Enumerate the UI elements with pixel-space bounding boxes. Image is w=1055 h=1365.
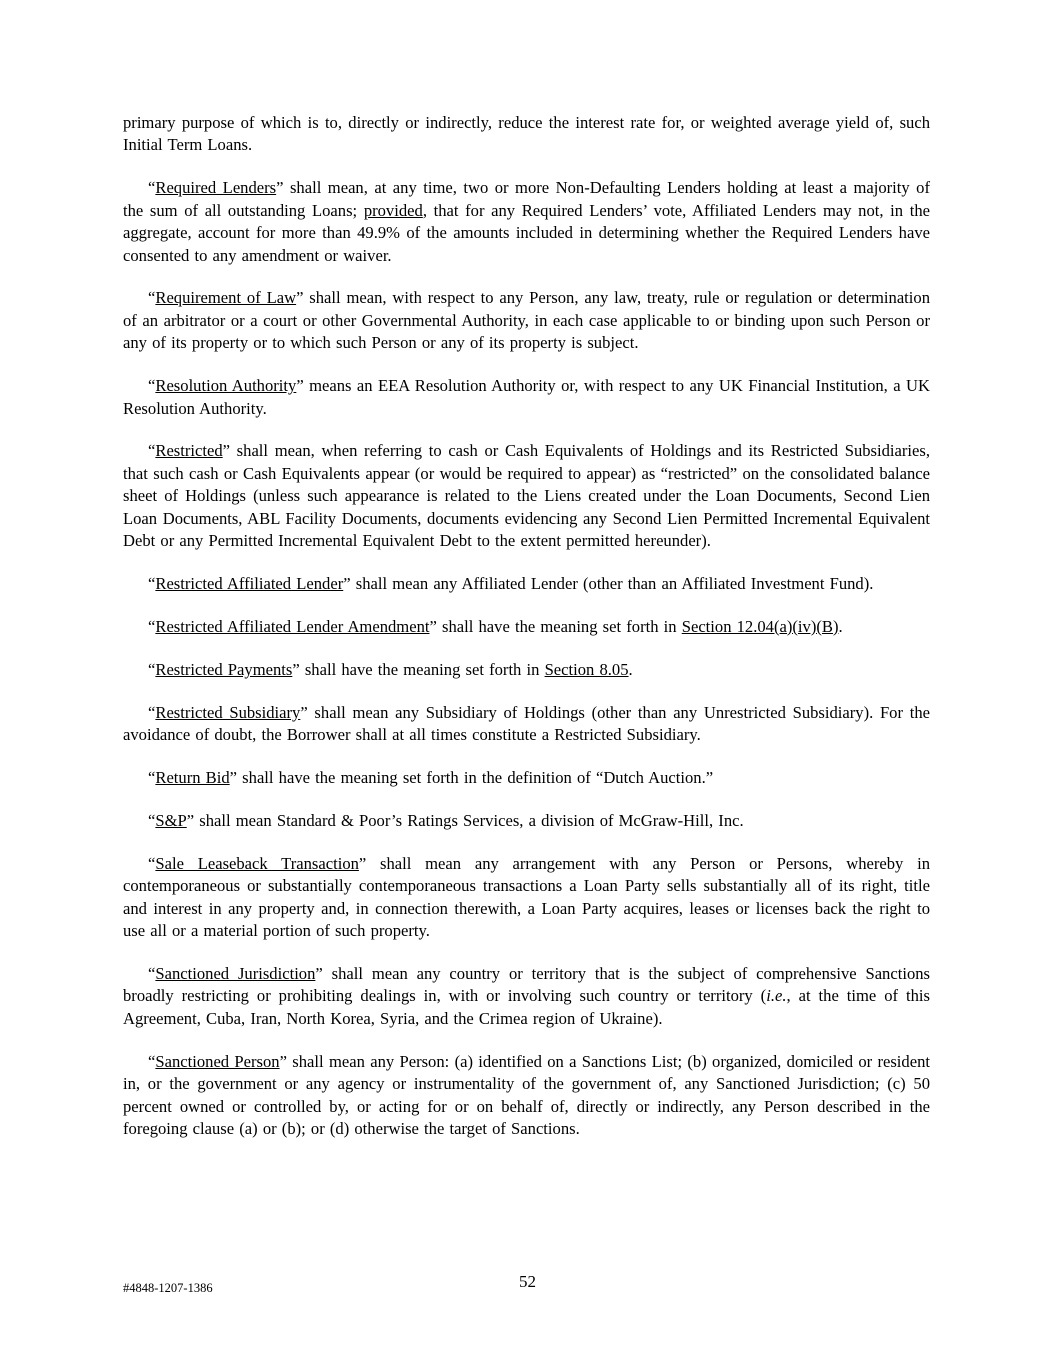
text-run: “ <box>148 659 156 679</box>
text-run: . <box>838 616 843 636</box>
document-body <box>123 112 930 1140</box>
text-run: , at the time of this Agreement, Cuba, Iran, North Korea, Syria, and the Crimea region of Ukraine). <box>123 986 930 1028</box>
defined-term: Section 8.05 <box>544 659 629 679</box>
defined-term: Sanctioned Jurisdiction <box>155 963 316 983</box>
text-run: . <box>628 659 633 679</box>
text-run: ” means an EEA Resolution Authority or, with respect to any UK Financial Institution, a UK Resolution Authority. <box>123 376 930 418</box>
text-run: ” shall mean any Person: (a) identified on a Sanctions List; (b) organized, domiciled or resident in, or the government or any agency or instrumentality of the government of, any Sanctioned Jurisdiction; (c) 50 percent owned or controlled by, or acting for or on behalf of, directly or indirectly, any Person described in the foregoing clause (a) or (b); or (d) otherwise the target of Sanctions. <box>123 1051 930 1138</box>
paragraph <box>123 573 930 595</box>
text-run: , that for any Required Lenders’ vote, Affiliated Lenders may not, in the aggregate, account for more than 49.9% of the amounts included in determining whether the Required Lenders have consented to any amendment or waiver. <box>123 200 930 265</box>
paragraph <box>123 1051 930 1141</box>
defined-term: Sale Leaseback Transaction <box>155 853 359 873</box>
paragraph <box>123 440 930 552</box>
defined-term: Resolution Authority <box>155 376 297 396</box>
text-run: ” shall mean any Subsidiary of Holdings (other than any Unrestricted Subsidiary). For the avoidance of doubt, the Borrower shall at all times constitute a Restricted Subsidiary. <box>123 702 930 745</box>
text-run: ” shall mean Standard & Poor’s Ratings Services, a division of McGraw-Hill, Inc. <box>186 810 744 830</box>
defined-term: Restricted Affiliated Lender <box>155 574 344 593</box>
defined-term: Return Bid <box>155 768 230 788</box>
text-run: “ <box>148 288 156 308</box>
text-run: ” shall have the meaning set forth in <box>292 659 545 679</box>
text-run: primary purpose of which is to, directly or indirectly, reduce the interest rate for, or weighted average yield of, such Initial Term Loans. <box>123 113 930 155</box>
defined-term: Section 12.04(a)(iv)(B) <box>681 616 839 636</box>
text-run: “ <box>148 702 156 722</box>
text-run: i.e. <box>766 986 787 1006</box>
text-run: ” shall mean any country or territory that is the subject of comprehensive Sanctions broadly restricting or prohibiting dealings in, with or involving such country or territory ( <box>123 963 930 1006</box>
paragraph <box>123 853 930 943</box>
paragraph <box>123 767 930 789</box>
text-run: “ <box>148 616 156 636</box>
defined-term: Restricted Subsidiary <box>155 702 301 722</box>
text-run: ” shall mean, with respect to any Person, any law, treaty, rule or regulation or determination of an arbitrator or a court or other Governmental Authority, in each case applicable to or binding upon such Person or any of its property or to which such Person or any of its property is subject. <box>123 288 930 353</box>
text-run: ” shall mean, when referring to cash or Cash Equivalents of Holdings and its Restricted Subsidiaries, that such cash or Cash Equivalents appear (or would be required to appear) as “restricted” on the consolidated balance sheet of Holdings (unless such appearance is related to the Liens created under the Loan Documents, Second Lien Loan Documents, ABL Facility Documents, documents evidencing any Second Lien Permitted Incremental Equivalent Debt or any Permitted Incremental Equivalent Debt to the extent permitted hereunder). <box>123 441 930 551</box>
paragraph <box>123 702 930 747</box>
defined-term: Restricted <box>155 441 223 461</box>
paragraph <box>123 287 930 354</box>
defined-term: Required Lenders <box>155 178 277 198</box>
defined-term: Requirement of Law <box>155 288 297 308</box>
defined-term: Restricted Payments <box>155 659 293 679</box>
paragraph <box>123 963 930 1030</box>
text-run: “ <box>148 178 156 198</box>
text-run: “ <box>148 853 156 873</box>
text-run: “ <box>148 1051 156 1071</box>
paragraph <box>123 375 930 420</box>
text-run: “ <box>148 376 156 396</box>
text-run: “ <box>148 963 156 983</box>
text-run: “ <box>148 768 156 788</box>
text-run: “ <box>148 574 156 593</box>
document-control-number: #4848-1207-1386 <box>123 1281 213 1295</box>
text-run: ” shall mean any Affiliated Lender (other than an Affiliated Investment Fund). <box>343 574 874 593</box>
text-run: ” shall mean, at any time, two or more Non-Defaulting Lenders holding at least a majority of the sum of all outstanding Loans; <box>123 178 930 220</box>
text-run: “ <box>148 441 156 461</box>
defined-term: S&P <box>155 810 187 830</box>
paragraph <box>123 112 930 157</box>
paragraph <box>123 810 930 832</box>
page-footer <box>0 1272 1055 1302</box>
text-run: “ <box>148 810 156 830</box>
text-run: ” shall mean any arrangement with any Person or Persons, whereby in contemporaneous or substantially contemporaneous transactions a Loan Party sells substantially all of its right, title and interest in any property and, in connection therewith, a Loan Party acquires, leases or licenses back the right to use all or a material portion of such property. <box>123 853 931 941</box>
defined-term: Restricted Affiliated Lender Amendment <box>155 616 430 636</box>
defined-term: Sanctioned Person <box>155 1051 280 1071</box>
page-number: 52 <box>519 1272 536 1291</box>
paragraph <box>123 659 930 681</box>
paragraph <box>123 616 930 638</box>
defined-term: provided <box>363 200 423 220</box>
paragraph <box>123 177 930 267</box>
text-run: ” shall have the meaning set forth in the definition of “Dutch Auction.” <box>229 768 714 788</box>
text-run: ” shall have the meaning set forth in <box>429 616 682 636</box>
